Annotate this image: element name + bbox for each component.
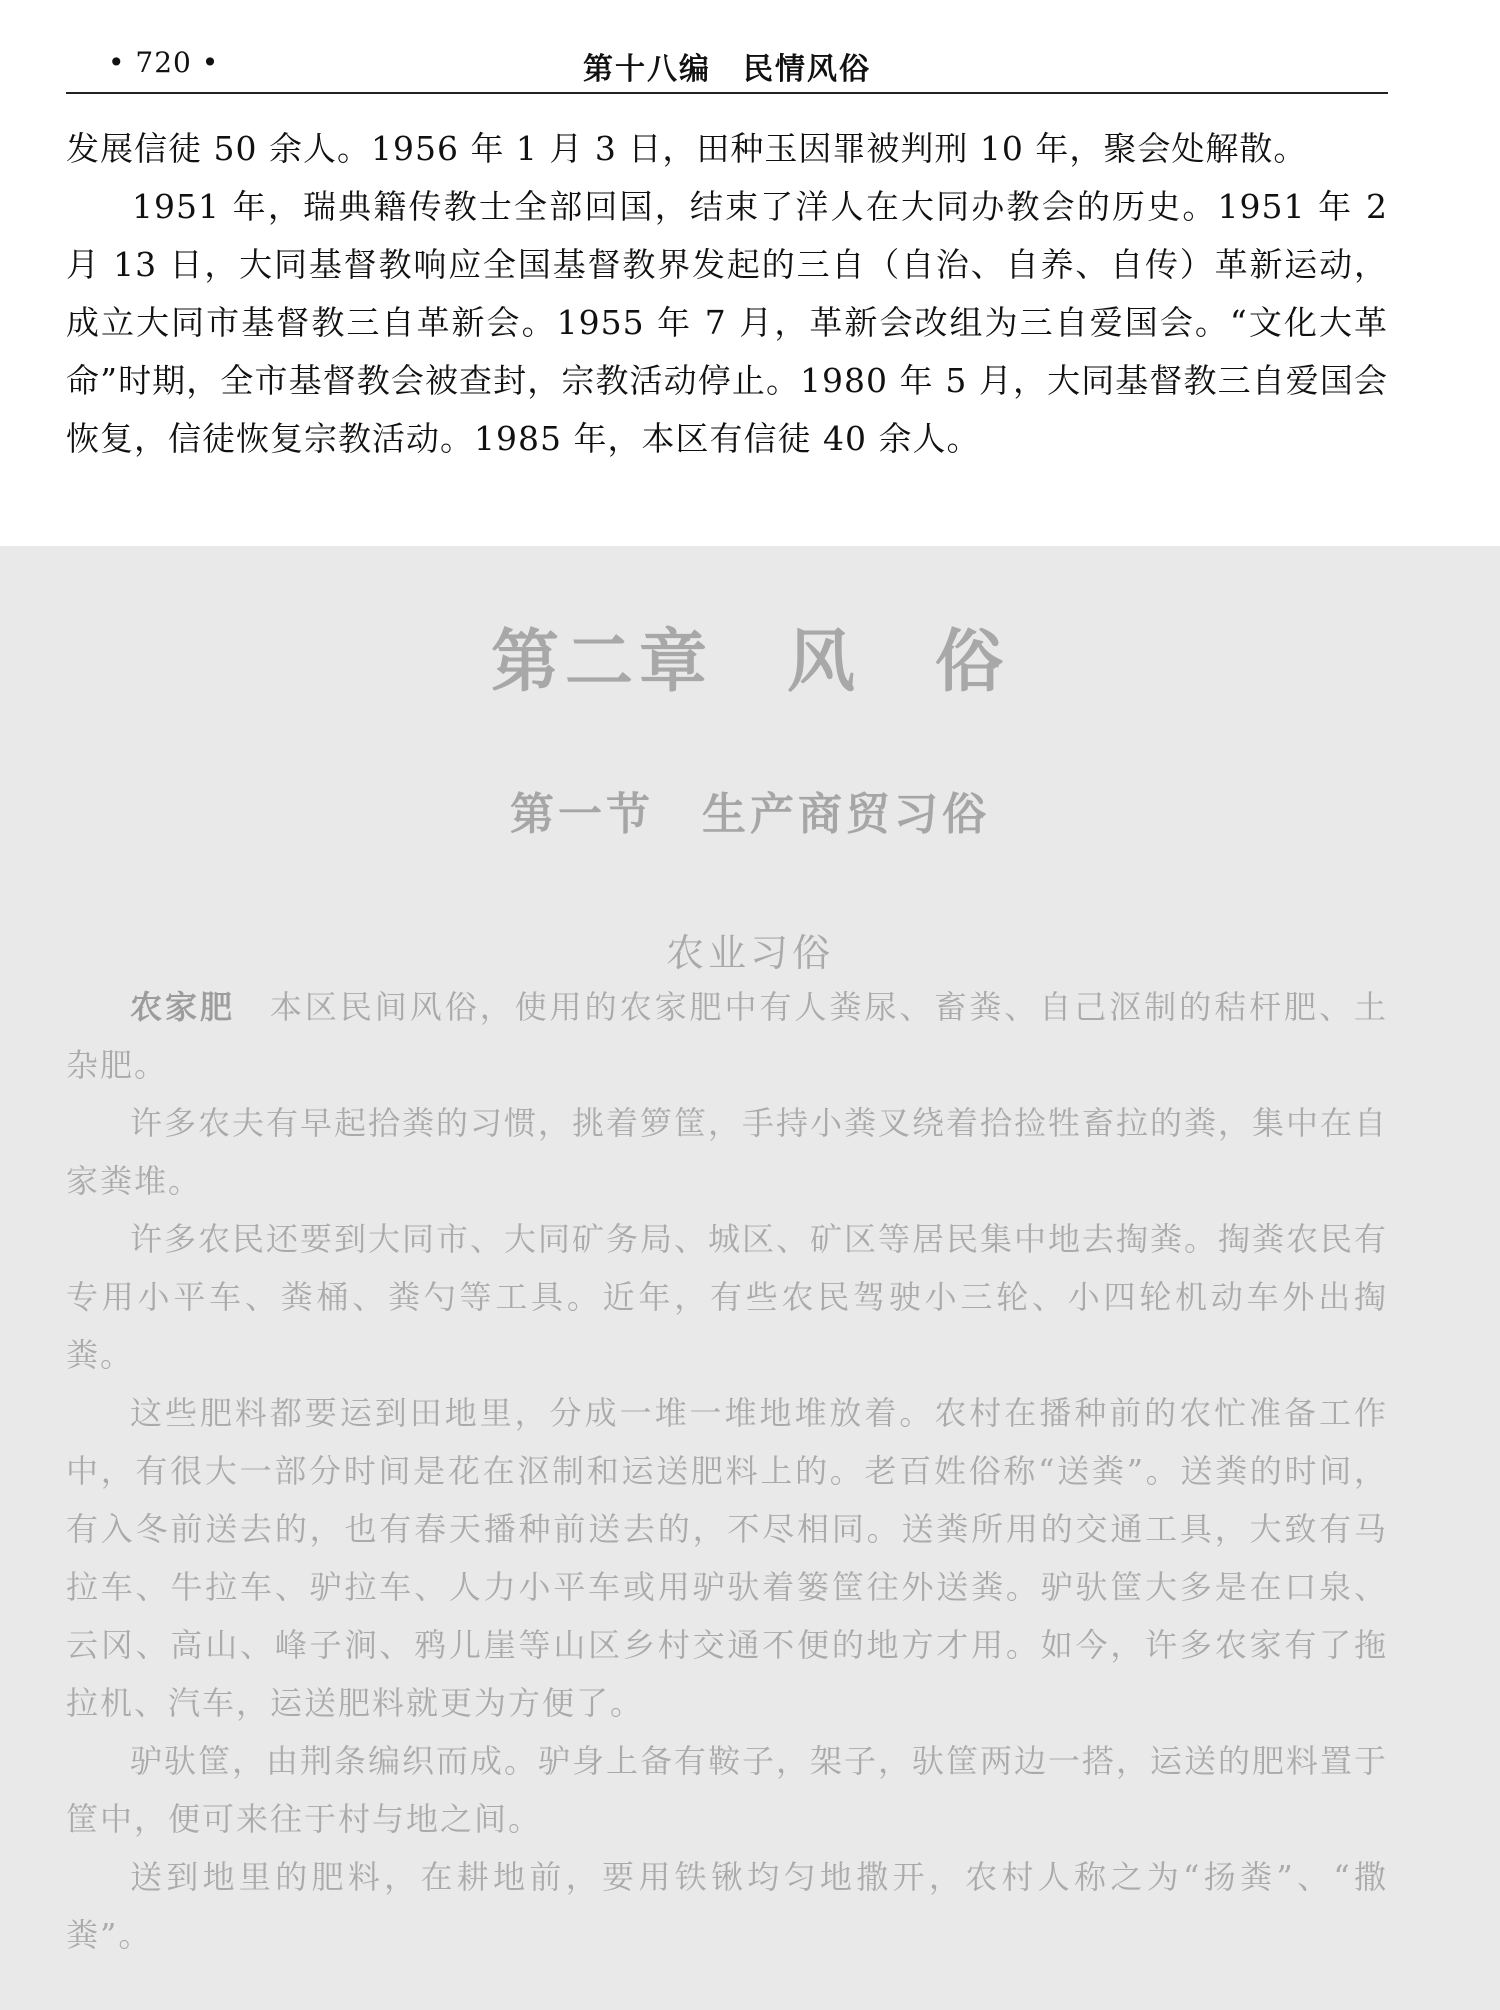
paragraph: 这些肥料都要运到田地里，分成一堆一堆地堆放着。农村在播种前的农忙准备工作中，有很大一部分时间是花在沤制和运送肥料上的。老百姓俗称“送粪”。送粪的时间，有入冬前送去的，也有春天播种前送去的，不尽相同。送粪所用的交通工具，大致有马拉车、牛拉车、驴拉车、人力小平车或用驴驮着篓筐往外送粪。驴驮筐大多是在口泉、云冈、高山、峰子涧、鸦儿崖等山区乡村交通不便的地方才用。如今，许多农家有了拖拉机、汽车，运送肥料就更为方便了。: [66, 1394, 1388, 1722]
page-number: • 720 •: [108, 46, 220, 79]
chapter-title: 第二章 风 俗: [490, 622, 1009, 702]
chapter-panel: [0, 546, 1500, 2010]
paragraph: 许多农夫有早起拾粪的习惯，挑着箩筐，手持小粪叉绕着拾捡牲畜拉的粪，集中在自家粪堆。: [66, 1104, 1389, 1200]
paragraph-text: 本区民间风俗，使用的农家肥中有人粪尿、畜粪、自己沤制的秸杆肥、土杂肥。: [66, 988, 1388, 1084]
body-section: [66, 978, 1388, 1964]
paragraph: 许多农民还要到大同市、大同矿务局、城区、矿区等居民集中地去掏粪。掏粪农民有专用小平车、粪桶、粪勺等工具。近年，有些农民驾驶小三轮、小四轮机动车外出掏粪。: [66, 1220, 1389, 1374]
page-header: [66, 40, 1388, 94]
paragraph: 发展信徒 50 余人。1956 年 1 月 3 日，田种玉因罪被判刑 10 年，聚会处解散。: [66, 129, 1308, 168]
paragraph: [66, 978, 1388, 1094]
section-title: 第一节 生产商贸习俗: [510, 789, 990, 840]
paragraph: 1951 年，瑞典籍传教士全部回国，结束了洋人在大同办教会的历史。1951 年 2 月 13 日，大同基督教响应全国基督教界发起的三自（自治、自养、自传）革新运动，成立大同市基督教三自革新会。1955 年 7 月，革新会改组为三自爱国会。“文化大革命”时期，全市基督教会被查封，宗教活动停止。1980 年 5 月，大同基督教三自爱国会恢复，信徒恢复宗教活动。1985 年，本区有信徒 40 余人。: [66, 187, 1388, 458]
paragraph: 送到地里的肥料，在耕地前，要用铁锹均匀地撒开，农村人称之为“扬粪”、“撒粪”。: [66, 1858, 1388, 1954]
top-section: [66, 120, 1388, 468]
term-heading: 农家肥: [130, 988, 235, 1026]
paragraph: 驴驮筐，由荆条编织而成。驴身上备有鞍子，架子，驮筐两边一搭，运送的肥料置于筐中，便可来往于村与地之间。: [66, 1742, 1389, 1838]
subsection-title: 农业习俗: [665, 931, 834, 975]
running-title: 第十八编 民情风俗: [583, 52, 871, 87]
